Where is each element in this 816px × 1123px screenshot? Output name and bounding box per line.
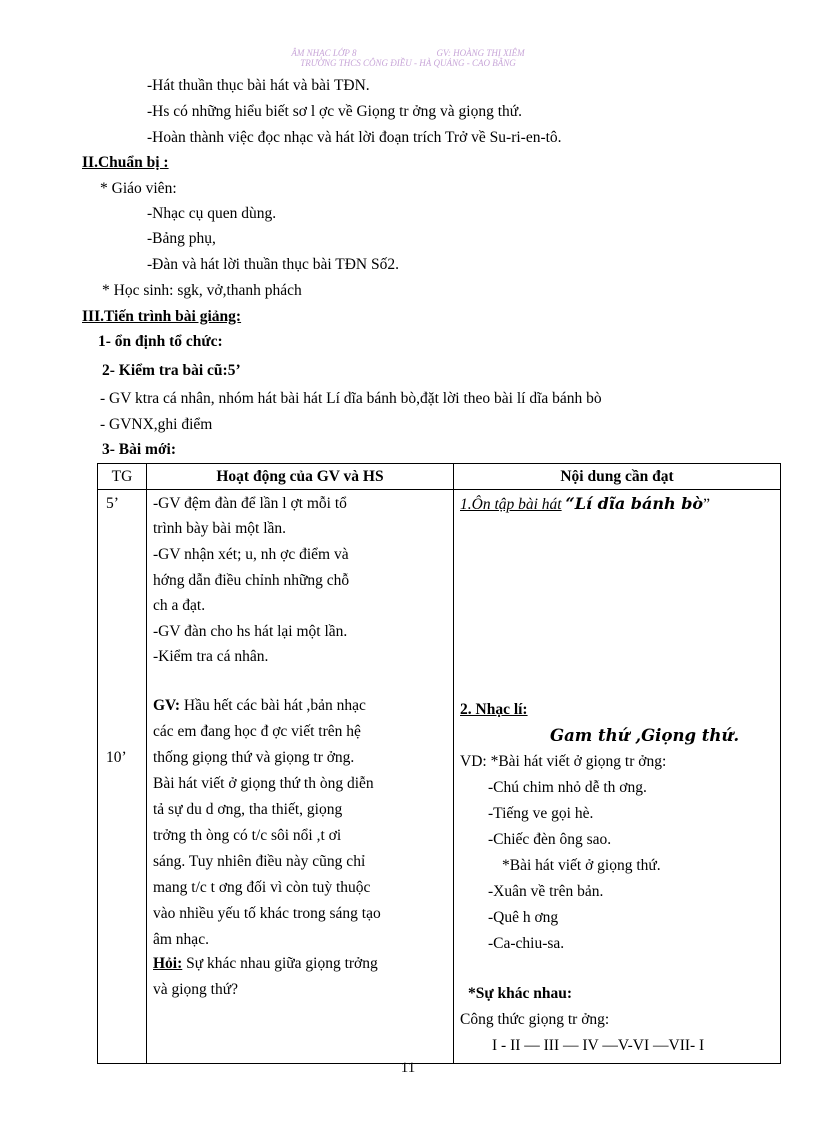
gv-line: Bài hát viết ở giọng thứ th òng diễn bbox=[153, 775, 374, 792]
activity-line: ch a đạt. bbox=[153, 597, 206, 614]
col-header-time: TG bbox=[98, 464, 147, 490]
activity-line: trình bày bài một lần. bbox=[153, 520, 287, 537]
question bbox=[153, 954, 378, 974]
question-text-2: và giọng thứ? bbox=[153, 981, 239, 998]
major-song: -Chiếc đèn ông sao. bbox=[488, 831, 612, 848]
minor-song: -Ca-chiu-sa. bbox=[488, 935, 565, 952]
question-text: Sự khác nhau giữa giọng trởng bbox=[182, 955, 378, 972]
gv-line: mang t/c t ơng đối vì còn tuỳ thuộc bbox=[153, 879, 371, 896]
minor-song: -Quê h ơng bbox=[488, 909, 559, 926]
col-header-activity: Hoạt động của GV và HS bbox=[147, 464, 454, 490]
gv-line: thống giọng thứ và giọng tr ởng. bbox=[153, 749, 355, 766]
theory-heading: 2. Nhạc lí: bbox=[460, 701, 528, 718]
col-header-content: Nội dung cần đạt bbox=[454, 464, 781, 490]
teacher-item: -Đàn và hát lời thuần thục bài TĐN Số2. bbox=[147, 256, 399, 273]
page-number: 11 bbox=[400, 1060, 416, 1076]
minor-song: -Xuân về trên bản. bbox=[488, 883, 604, 900]
teacher-label: * Giáo viên: bbox=[100, 180, 177, 197]
activity-line: hớng dẫn điều chỉnh những chỗ bbox=[153, 572, 350, 589]
objective-1: -Hát thuần thục bài hát và bài TĐN. bbox=[147, 77, 370, 94]
formula-label: Công thức giọng tr ởng: bbox=[460, 1011, 610, 1028]
gv-line: vào nhiều yếu tố khác trong sáng tạo bbox=[153, 905, 381, 922]
gv-line: các em đang học đ ợc viết trên hệ bbox=[153, 723, 361, 740]
review-heading bbox=[460, 494, 710, 515]
activity-cell bbox=[147, 490, 453, 1063]
check-line-1: - GV ktra cá nhân, nhóm hát bài hát Lí dĩa bánh bò,đặt lời theo bài lí dĩa bánh bò bbox=[100, 390, 602, 407]
example-intro: VD: *Bài hát viết ở giọng tr ởng: bbox=[460, 753, 667, 770]
header-left: ÂM NHẠC LỚP 8 bbox=[291, 48, 357, 58]
song-title: “Lí dĩa bánh bò bbox=[565, 494, 704, 513]
time-cell bbox=[98, 490, 146, 1063]
activity-line: -GV nhận xét; u, nh ợc điểm và bbox=[153, 546, 349, 563]
header-sub: TRƯỜNG THCS CÔNG ĐIỀU - HÀ QUẢNG - CAO BẰNG bbox=[300, 58, 516, 68]
time-2: 10’ bbox=[106, 749, 127, 766]
check-line-2: - GVNX,ghi điểm bbox=[100, 416, 213, 433]
song-quote-end: ” bbox=[703, 496, 710, 513]
time-1: 5’ bbox=[106, 495, 119, 512]
teacher-item: -Bảng phụ, bbox=[147, 230, 216, 247]
activity-line: -GV đệm đàn để lần l ợt mỗi tổ bbox=[153, 495, 347, 512]
gv-line: sáng. Tuy nhiên điều này cũng chỉ bbox=[153, 853, 366, 870]
student-prep: * Học sinh: sgk, vở,thanh phách bbox=[102, 282, 302, 299]
lesson-table bbox=[97, 463, 781, 1064]
gv-line: tả sự du d ơng, tha thiết, giọng bbox=[153, 801, 343, 818]
gv-line: trởng th òng có t/c sôi nổi ,t ơi bbox=[153, 827, 342, 844]
major-song: -Tiếng ve gọi hè. bbox=[488, 805, 594, 822]
header-right: GV: HOÀNG THỊ XIÊM bbox=[436, 48, 525, 58]
question-label: Hỏi: bbox=[153, 955, 183, 972]
activity-line: -GV đàn cho hs hát lại một lần. bbox=[153, 623, 348, 640]
step-3: 3- Bài mới: bbox=[102, 441, 177, 458]
major-song: -Chú chim nhỏ dễ th ơng. bbox=[488, 779, 647, 796]
review-label: 1.Ôn tập bài hát bbox=[460, 496, 562, 513]
activity-line: -Kiểm tra cá nhân. bbox=[153, 648, 269, 665]
gv-label: GV: bbox=[153, 697, 180, 714]
difference-heading: *Sự khác nhau: bbox=[468, 985, 573, 1002]
content-cell bbox=[454, 490, 780, 1063]
section-2-title: II.Chuẩn bị : bbox=[82, 154, 169, 171]
gv-paragraph-start bbox=[153, 696, 366, 716]
teacher-item: -Nhạc cụ quen dùng. bbox=[147, 205, 277, 222]
step-1: 1- ổn định tổ chức: bbox=[98, 333, 223, 350]
section-3-title: III.Tiến trình bài giảng: bbox=[82, 308, 242, 325]
page-header bbox=[0, 48, 816, 68]
gv-line: âm nhạc. bbox=[153, 931, 209, 948]
objective-3: -Hoàn thành việc đọc nhạc và hát lời đoạn trích Trở về Su-ri-en-tô. bbox=[147, 129, 562, 146]
theory-title: Gam thứ ,Giọng thứ. bbox=[550, 726, 740, 745]
step-2: 2- Kiểm tra bài cũ:5’ bbox=[102, 362, 241, 379]
minor-intro: *Bài hát viết ở giọng thứ. bbox=[502, 857, 661, 874]
major-formula: I - II — III — IV —V-VI —VII- I bbox=[492, 1037, 705, 1054]
gv-text: Hầu hết các bài hát ,bản nhạc bbox=[180, 697, 366, 714]
objective-2: -Hs có những hiểu biết sơ l ợc về Giọng tr ởng và giọng thứ. bbox=[147, 103, 523, 120]
